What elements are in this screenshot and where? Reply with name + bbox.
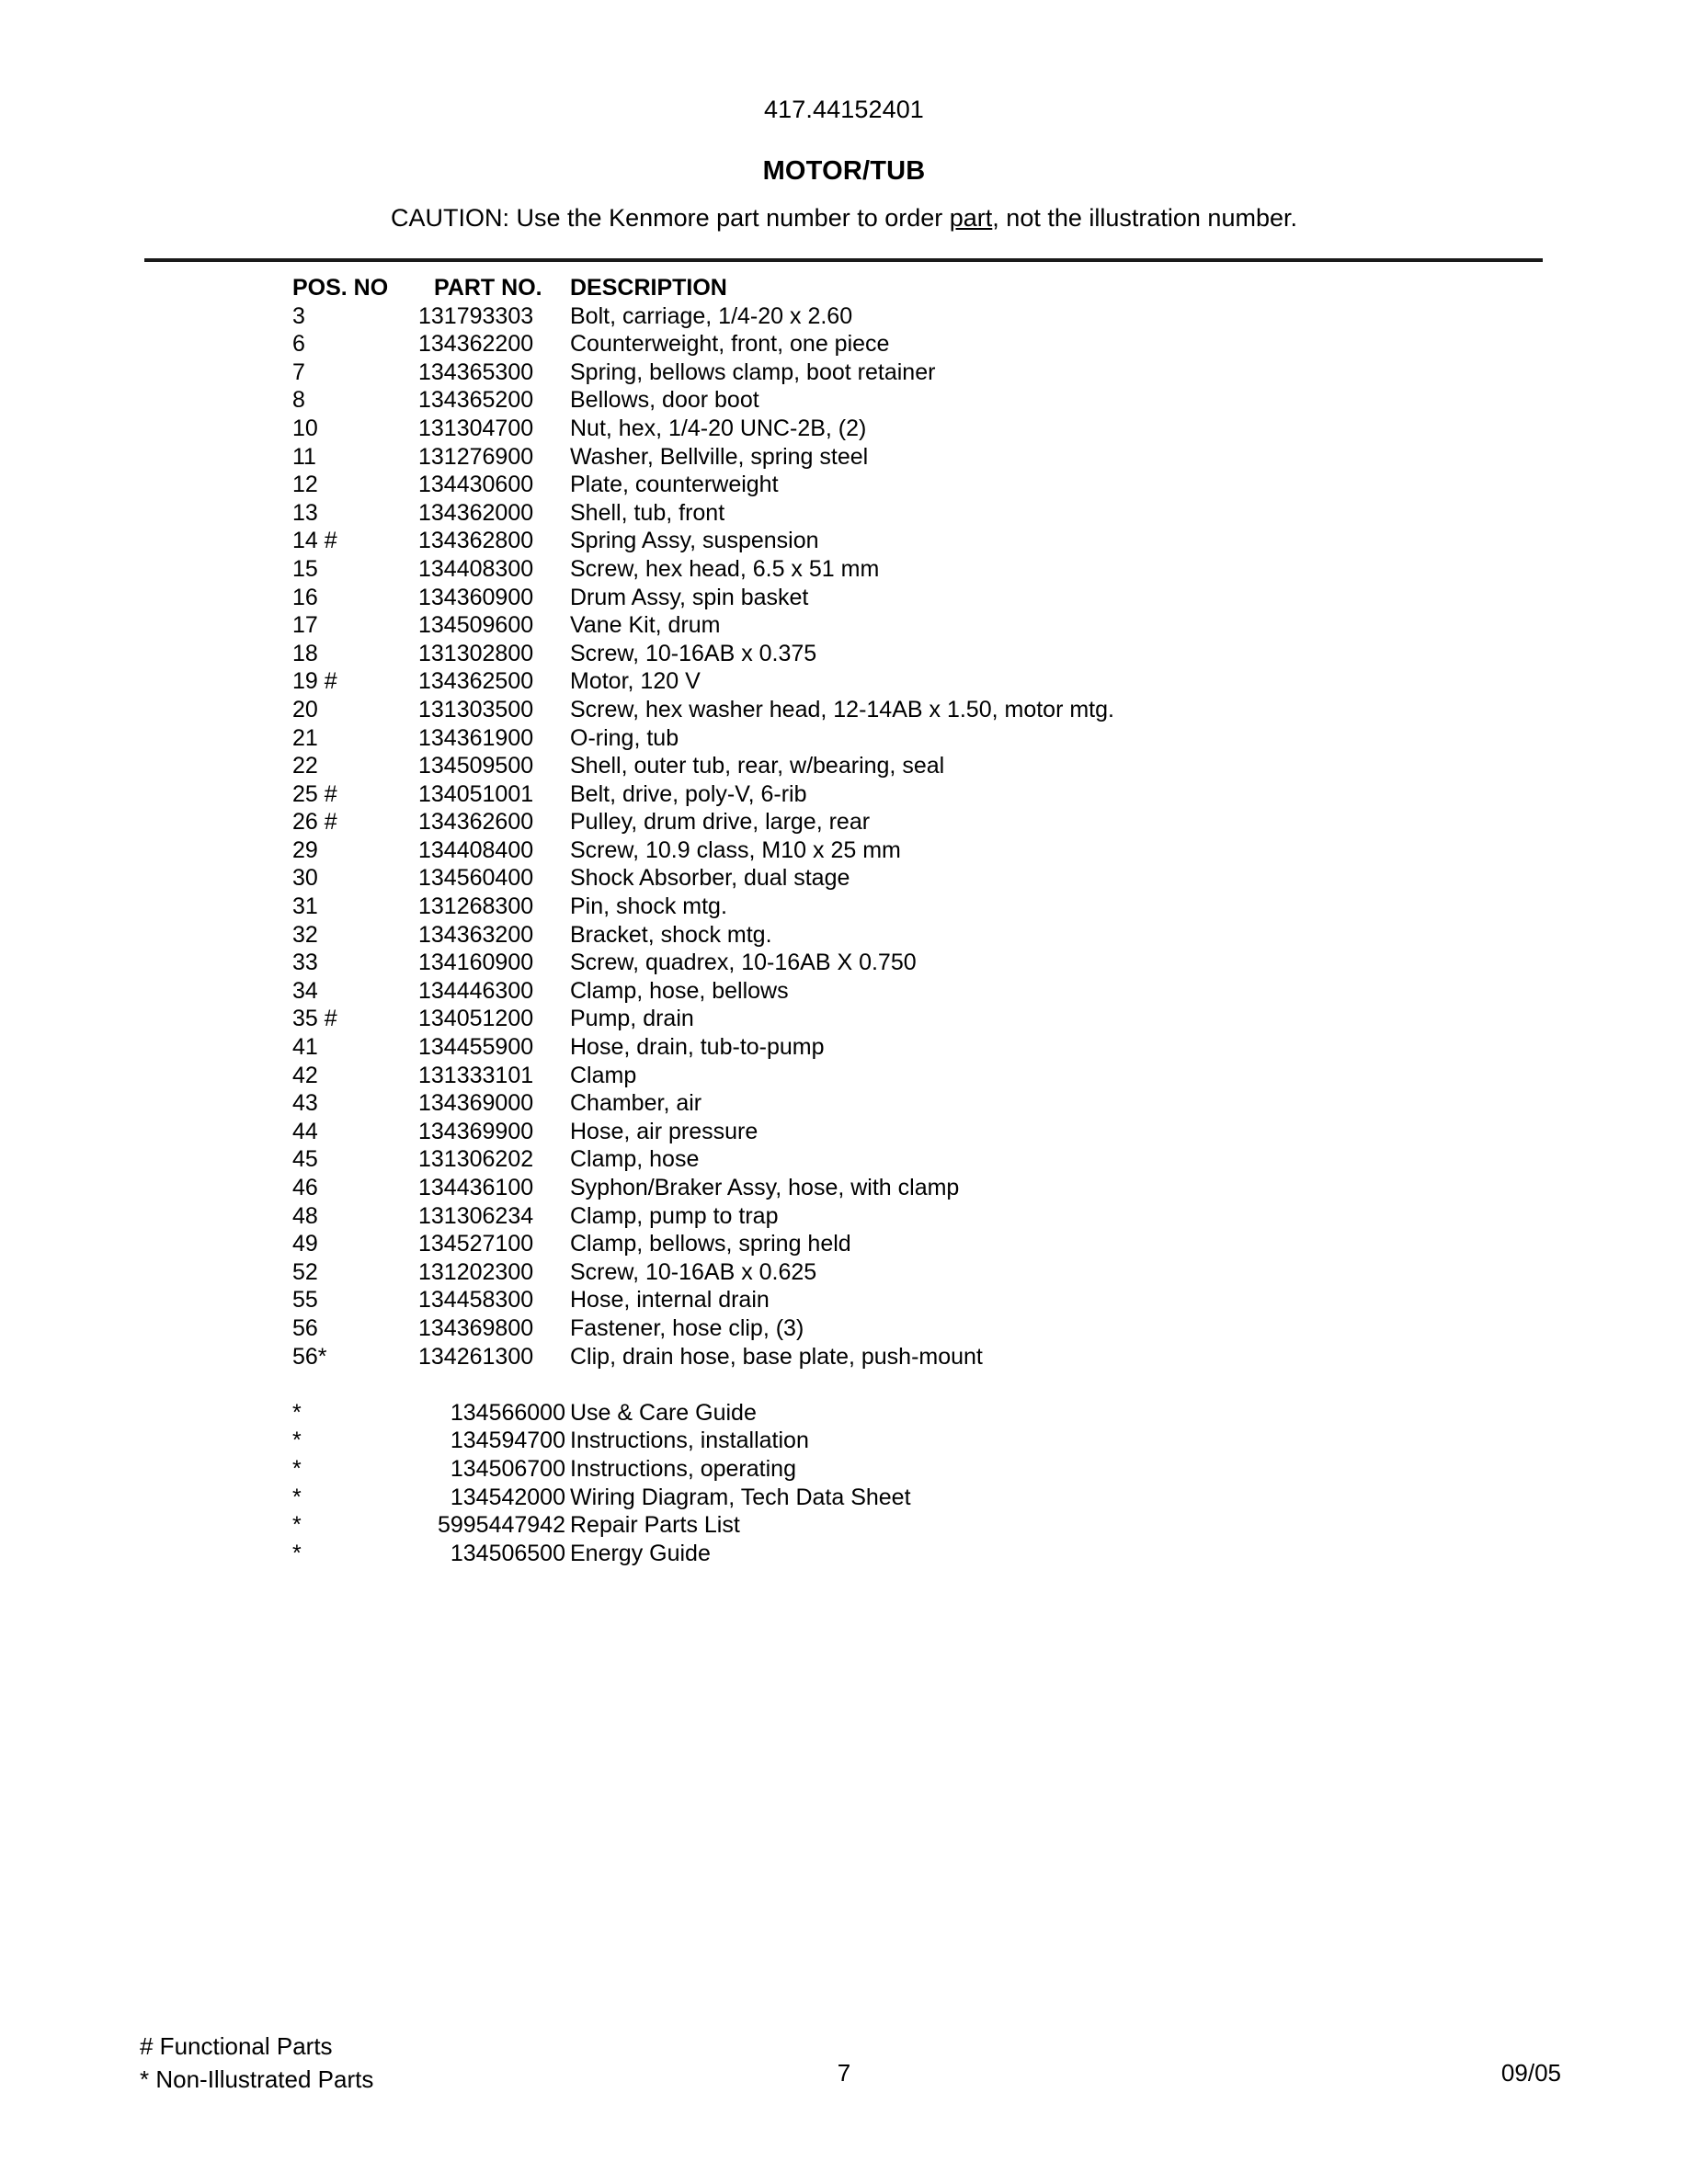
cell-description: Clip, drain hose, base plate, push-mount bbox=[570, 1343, 983, 1370]
cell-part-no: 134363200 bbox=[418, 921, 534, 948]
cell-description: Shock Absorber, dual stage bbox=[570, 865, 850, 892]
cell-pos-no: 30 bbox=[292, 865, 318, 892]
caution-note bbox=[0, 204, 1688, 233]
cell-part-no: 131268300 bbox=[418, 893, 534, 920]
cell-part-no: 134362200 bbox=[418, 331, 534, 358]
table-row bbox=[0, 1174, 1688, 1202]
cell-part-no: 134506500 bbox=[450, 1540, 565, 1566]
cell-part-no: 134362000 bbox=[418, 499, 534, 526]
cell-part-no: 131306202 bbox=[418, 1146, 534, 1173]
table-row bbox=[0, 724, 1688, 753]
table-row bbox=[0, 415, 1688, 443]
column-header-pos: POS. NO bbox=[292, 275, 389, 301]
cell-pos-no: 43 bbox=[292, 1090, 318, 1117]
cell-pos-no: 34 bbox=[292, 977, 318, 1004]
table-row bbox=[0, 1089, 1688, 1118]
table-row bbox=[0, 1258, 1688, 1287]
cell-description: Plate, counterweight bbox=[570, 472, 779, 498]
table-row bbox=[0, 1427, 1688, 1455]
cell-description: Screw, hex washer head, 12-14AB x 1.50, motor mtg. bbox=[570, 696, 1114, 722]
cell-description: Spring Assy, suspension bbox=[570, 528, 819, 554]
cell-part-no: 134369800 bbox=[418, 1314, 534, 1341]
cell-pos-no: 15 bbox=[292, 555, 318, 582]
table-row bbox=[0, 1145, 1688, 1174]
cell-part-no: 134408400 bbox=[418, 836, 534, 863]
cell-part-no: 134362500 bbox=[418, 668, 534, 695]
cell-part-no: 134446300 bbox=[418, 977, 534, 1004]
cell-pos-no: 11 bbox=[292, 443, 316, 470]
page-title: MOTOR/TUB bbox=[762, 156, 926, 186]
cell-part-no: 134361900 bbox=[418, 724, 534, 751]
cell-description: Counterweight, front, one piece bbox=[570, 331, 890, 358]
cell-pos-no: * bbox=[292, 1399, 302, 1426]
cell-description: Screw, quadrex, 10-16AB X 0.750 bbox=[570, 950, 917, 976]
cell-part-no: 134362800 bbox=[418, 528, 534, 554]
table-row bbox=[0, 893, 1688, 921]
cell-pos-no: 33 bbox=[292, 950, 318, 976]
cell-part-no: 134362600 bbox=[418, 809, 534, 836]
cell-pos-no: 6 bbox=[292, 331, 305, 358]
cell-part-no: 131304700 bbox=[418, 415, 534, 441]
cell-description: Bellows, door boot bbox=[570, 387, 759, 414]
cell-description: Hose, drain, tub-to-pump bbox=[570, 1034, 825, 1061]
cell-description: Nut, hex, 1/4-20 UNC-2B, (2) bbox=[570, 415, 867, 441]
cell-pos-no: 29 bbox=[292, 836, 318, 863]
cell-description: Use & Care Guide bbox=[570, 1399, 757, 1426]
table-row bbox=[0, 358, 1688, 387]
cell-description: Pin, shock mtg. bbox=[570, 893, 727, 920]
column-header-desc: DESCRIPTION bbox=[570, 275, 727, 301]
cell-pos-no: 14 # bbox=[292, 528, 337, 554]
revision-date: 09/05 bbox=[1500, 2059, 1561, 2087]
cell-pos-no: 55 bbox=[292, 1287, 318, 1314]
cell-pos-no: 17 bbox=[292, 612, 318, 639]
cell-description: Pulley, drum drive, large, rear bbox=[570, 809, 871, 836]
cell-description: Clamp, hose bbox=[570, 1146, 700, 1173]
cell-pos-no: 3 bbox=[292, 302, 305, 329]
table-row bbox=[0, 864, 1688, 893]
parts-table bbox=[0, 274, 1688, 1567]
cell-description: Shell, tub, front bbox=[570, 499, 725, 526]
cell-pos-no: * bbox=[292, 1455, 302, 1482]
cell-pos-no: * bbox=[292, 1428, 302, 1454]
table-row bbox=[0, 386, 1688, 415]
cell-description: Bolt, carriage, 1/4-20 x 2.60 bbox=[570, 302, 853, 329]
cell-pos-no: 56* bbox=[292, 1343, 327, 1370]
cell-description: Wiring Diagram, Tech Data Sheet bbox=[570, 1484, 911, 1510]
table-row bbox=[0, 696, 1688, 724]
cell-part-no: 134458300 bbox=[418, 1287, 534, 1314]
table-row bbox=[0, 1062, 1688, 1090]
cell-pos-no: 32 bbox=[292, 921, 318, 948]
table-row bbox=[0, 1230, 1688, 1258]
table-row bbox=[0, 527, 1688, 555]
cell-description: Bracket, shock mtg. bbox=[570, 921, 772, 948]
cell-description: Instructions, installation bbox=[570, 1428, 809, 1454]
cell-pos-no: 48 bbox=[292, 1202, 318, 1229]
table-row bbox=[0, 1118, 1688, 1146]
cell-pos-no: 46 bbox=[292, 1175, 318, 1200]
cell-pos-no: 35 # bbox=[292, 1006, 337, 1032]
cell-pos-no: 16 bbox=[292, 584, 318, 610]
cell-part-no: 134261300 bbox=[418, 1343, 534, 1370]
cell-description: Instructions, operating bbox=[570, 1455, 796, 1482]
table-row bbox=[0, 640, 1688, 668]
cell-description: Clamp, hose, bellows bbox=[570, 977, 789, 1004]
cell-part-no: 134160900 bbox=[418, 950, 534, 976]
cell-pos-no: 31 bbox=[292, 893, 318, 920]
cell-description: Clamp bbox=[570, 1062, 637, 1088]
caution-suffix: , not the illustration number. bbox=[992, 204, 1297, 232]
table-row bbox=[0, 949, 1688, 977]
functional-parts-legend: # Functional Parts bbox=[140, 2032, 333, 2060]
table-row bbox=[0, 808, 1688, 836]
table-row bbox=[0, 1484, 1688, 1512]
non-illustrated-parts-legend: * Non-Illustrated Parts bbox=[140, 2065, 374, 2093]
table-row bbox=[0, 471, 1688, 499]
cell-description: Fastener, hose clip, (3) bbox=[570, 1314, 804, 1341]
cell-description: Hose, internal drain bbox=[570, 1287, 770, 1314]
cell-pos-no: 22 bbox=[292, 753, 318, 779]
cell-pos-no: 20 bbox=[292, 696, 318, 722]
cell-part-no: 134360900 bbox=[418, 584, 534, 610]
cell-part-no: 134365300 bbox=[418, 358, 534, 385]
cell-description: Vane Kit, drum bbox=[570, 612, 721, 639]
cell-pos-no: 19 # bbox=[292, 668, 337, 695]
cell-part-no: 134509500 bbox=[418, 753, 534, 779]
table-row bbox=[0, 499, 1688, 528]
cell-description: Belt, drive, poly-V, 6-rib bbox=[570, 780, 807, 807]
table-row bbox=[0, 1511, 1688, 1540]
table-header-row bbox=[0, 274, 1688, 302]
cell-pos-no: 49 bbox=[292, 1231, 318, 1257]
cell-part-no: 131793303 bbox=[418, 302, 534, 329]
table-row bbox=[0, 752, 1688, 780]
cell-description: Clamp, bellows, spring held bbox=[570, 1231, 851, 1257]
cell-part-no: 134542000 bbox=[450, 1484, 565, 1510]
cell-part-no: 134527100 bbox=[418, 1231, 534, 1257]
cell-part-no: 134369000 bbox=[418, 1090, 534, 1117]
cell-description: Washer, Bellville, spring steel bbox=[570, 443, 869, 470]
cell-pos-no: 12 bbox=[292, 472, 318, 498]
cell-part-no: 131202300 bbox=[418, 1258, 534, 1285]
cell-pos-no: 8 bbox=[292, 387, 305, 414]
cell-part-no: 134566000 bbox=[450, 1399, 565, 1426]
cell-part-no: 131333101 bbox=[418, 1062, 534, 1088]
table-row bbox=[0, 921, 1688, 950]
cell-part-no: 134594700 bbox=[450, 1428, 565, 1454]
cell-part-no: 5995447942 bbox=[437, 1512, 565, 1539]
cell-part-no: 134365200 bbox=[418, 387, 534, 414]
cell-part-no: 134560400 bbox=[418, 865, 534, 892]
cell-description: Hose, air pressure bbox=[570, 1118, 758, 1144]
cell-pos-no: 7 bbox=[292, 358, 305, 385]
cell-description: Pump, drain bbox=[570, 1006, 694, 1032]
cell-pos-no: * bbox=[292, 1540, 302, 1566]
cell-part-no: 134051200 bbox=[418, 1006, 534, 1032]
cell-part-no: 131306234 bbox=[418, 1202, 534, 1229]
table-row bbox=[0, 611, 1688, 640]
cell-part-no: 131303500 bbox=[418, 696, 534, 722]
cell-description: Motor, 120 V bbox=[570, 668, 701, 695]
table-row bbox=[0, 1540, 1688, 1568]
cell-description: Syphon/Braker Assy, hose, with clamp bbox=[570, 1175, 960, 1200]
page-number: 7 bbox=[837, 2059, 851, 2087]
cell-description: Clamp, pump to trap bbox=[570, 1202, 779, 1229]
column-header-part: PART NO. bbox=[434, 275, 542, 301]
cell-pos-no: * bbox=[292, 1512, 302, 1539]
cell-description: Screw, 10-16AB x 0.625 bbox=[570, 1258, 817, 1285]
cell-part-no: 134369900 bbox=[418, 1118, 534, 1144]
cell-pos-no: 41 bbox=[292, 1034, 318, 1061]
cell-part-no: 134051001 bbox=[418, 780, 534, 807]
cell-pos-no: 52 bbox=[292, 1258, 318, 1285]
cell-part-no: 134509600 bbox=[418, 612, 534, 639]
cell-description: Shell, outer tub, rear, w/bearing, seal bbox=[570, 753, 945, 779]
cell-pos-no: 21 bbox=[292, 724, 318, 751]
cell-description: Screw, 10.9 class, M10 x 25 mm bbox=[570, 836, 901, 863]
table-row bbox=[0, 836, 1688, 865]
cell-description: Energy Guide bbox=[570, 1540, 711, 1566]
table-row bbox=[0, 977, 1688, 1006]
table-row bbox=[0, 1343, 1688, 1371]
model-number: 417.44152401 bbox=[764, 96, 924, 123]
table-row bbox=[0, 780, 1688, 809]
table-row bbox=[0, 1455, 1688, 1484]
table-row bbox=[0, 443, 1688, 472]
table-row bbox=[0, 584, 1688, 612]
table-row bbox=[0, 330, 1688, 358]
cell-part-no: 134506700 bbox=[450, 1455, 565, 1482]
table-row bbox=[0, 1286, 1688, 1314]
cell-part-no: 134455900 bbox=[418, 1034, 534, 1061]
cell-description: O-ring, tub bbox=[570, 724, 679, 751]
cell-part-no: 134430600 bbox=[418, 472, 534, 498]
cell-pos-no: 56 bbox=[292, 1314, 318, 1341]
cell-description: Chamber, air bbox=[570, 1090, 702, 1117]
cell-description: Screw, 10-16AB x 0.375 bbox=[570, 640, 817, 666]
cell-description: Drum Assy, spin basket bbox=[570, 584, 809, 610]
cell-pos-no: 44 bbox=[292, 1118, 318, 1144]
cell-pos-no: 10 bbox=[292, 415, 318, 441]
caution-underlined-word: part bbox=[949, 204, 993, 232]
cell-description: Spring, bellows clamp, boot retainer bbox=[570, 358, 936, 385]
cell-part-no: 134436100 bbox=[418, 1175, 534, 1200]
cell-description: Screw, hex head, 6.5 x 51 mm bbox=[570, 555, 880, 582]
table-row bbox=[0, 302, 1688, 331]
table-body bbox=[0, 302, 1688, 1568]
table-row bbox=[0, 667, 1688, 696]
table-row bbox=[0, 1005, 1688, 1033]
cell-pos-no: 25 # bbox=[292, 780, 337, 807]
cell-part-no: 134408300 bbox=[418, 555, 534, 582]
cell-pos-no: 26 # bbox=[292, 809, 337, 836]
cell-part-no: 131276900 bbox=[418, 443, 534, 470]
cell-description: Repair Parts List bbox=[570, 1512, 740, 1539]
table-row bbox=[0, 1033, 1688, 1062]
cell-pos-no: * bbox=[292, 1484, 302, 1510]
table-row bbox=[0, 1399, 1688, 1428]
table-row bbox=[0, 1314, 1688, 1343]
cell-part-no: 131302800 bbox=[418, 640, 534, 666]
section-spacer bbox=[0, 1371, 1688, 1399]
cell-pos-no: 18 bbox=[292, 640, 318, 666]
cell-pos-no: 42 bbox=[292, 1062, 318, 1088]
table-row bbox=[0, 1202, 1688, 1231]
caution-prefix: CAUTION: Use the Kenmore part number to order bbox=[391, 204, 950, 232]
table-row bbox=[0, 555, 1688, 584]
cell-pos-no: 45 bbox=[292, 1146, 318, 1173]
header-divider bbox=[144, 258, 1543, 262]
cell-pos-no: 13 bbox=[292, 499, 318, 526]
